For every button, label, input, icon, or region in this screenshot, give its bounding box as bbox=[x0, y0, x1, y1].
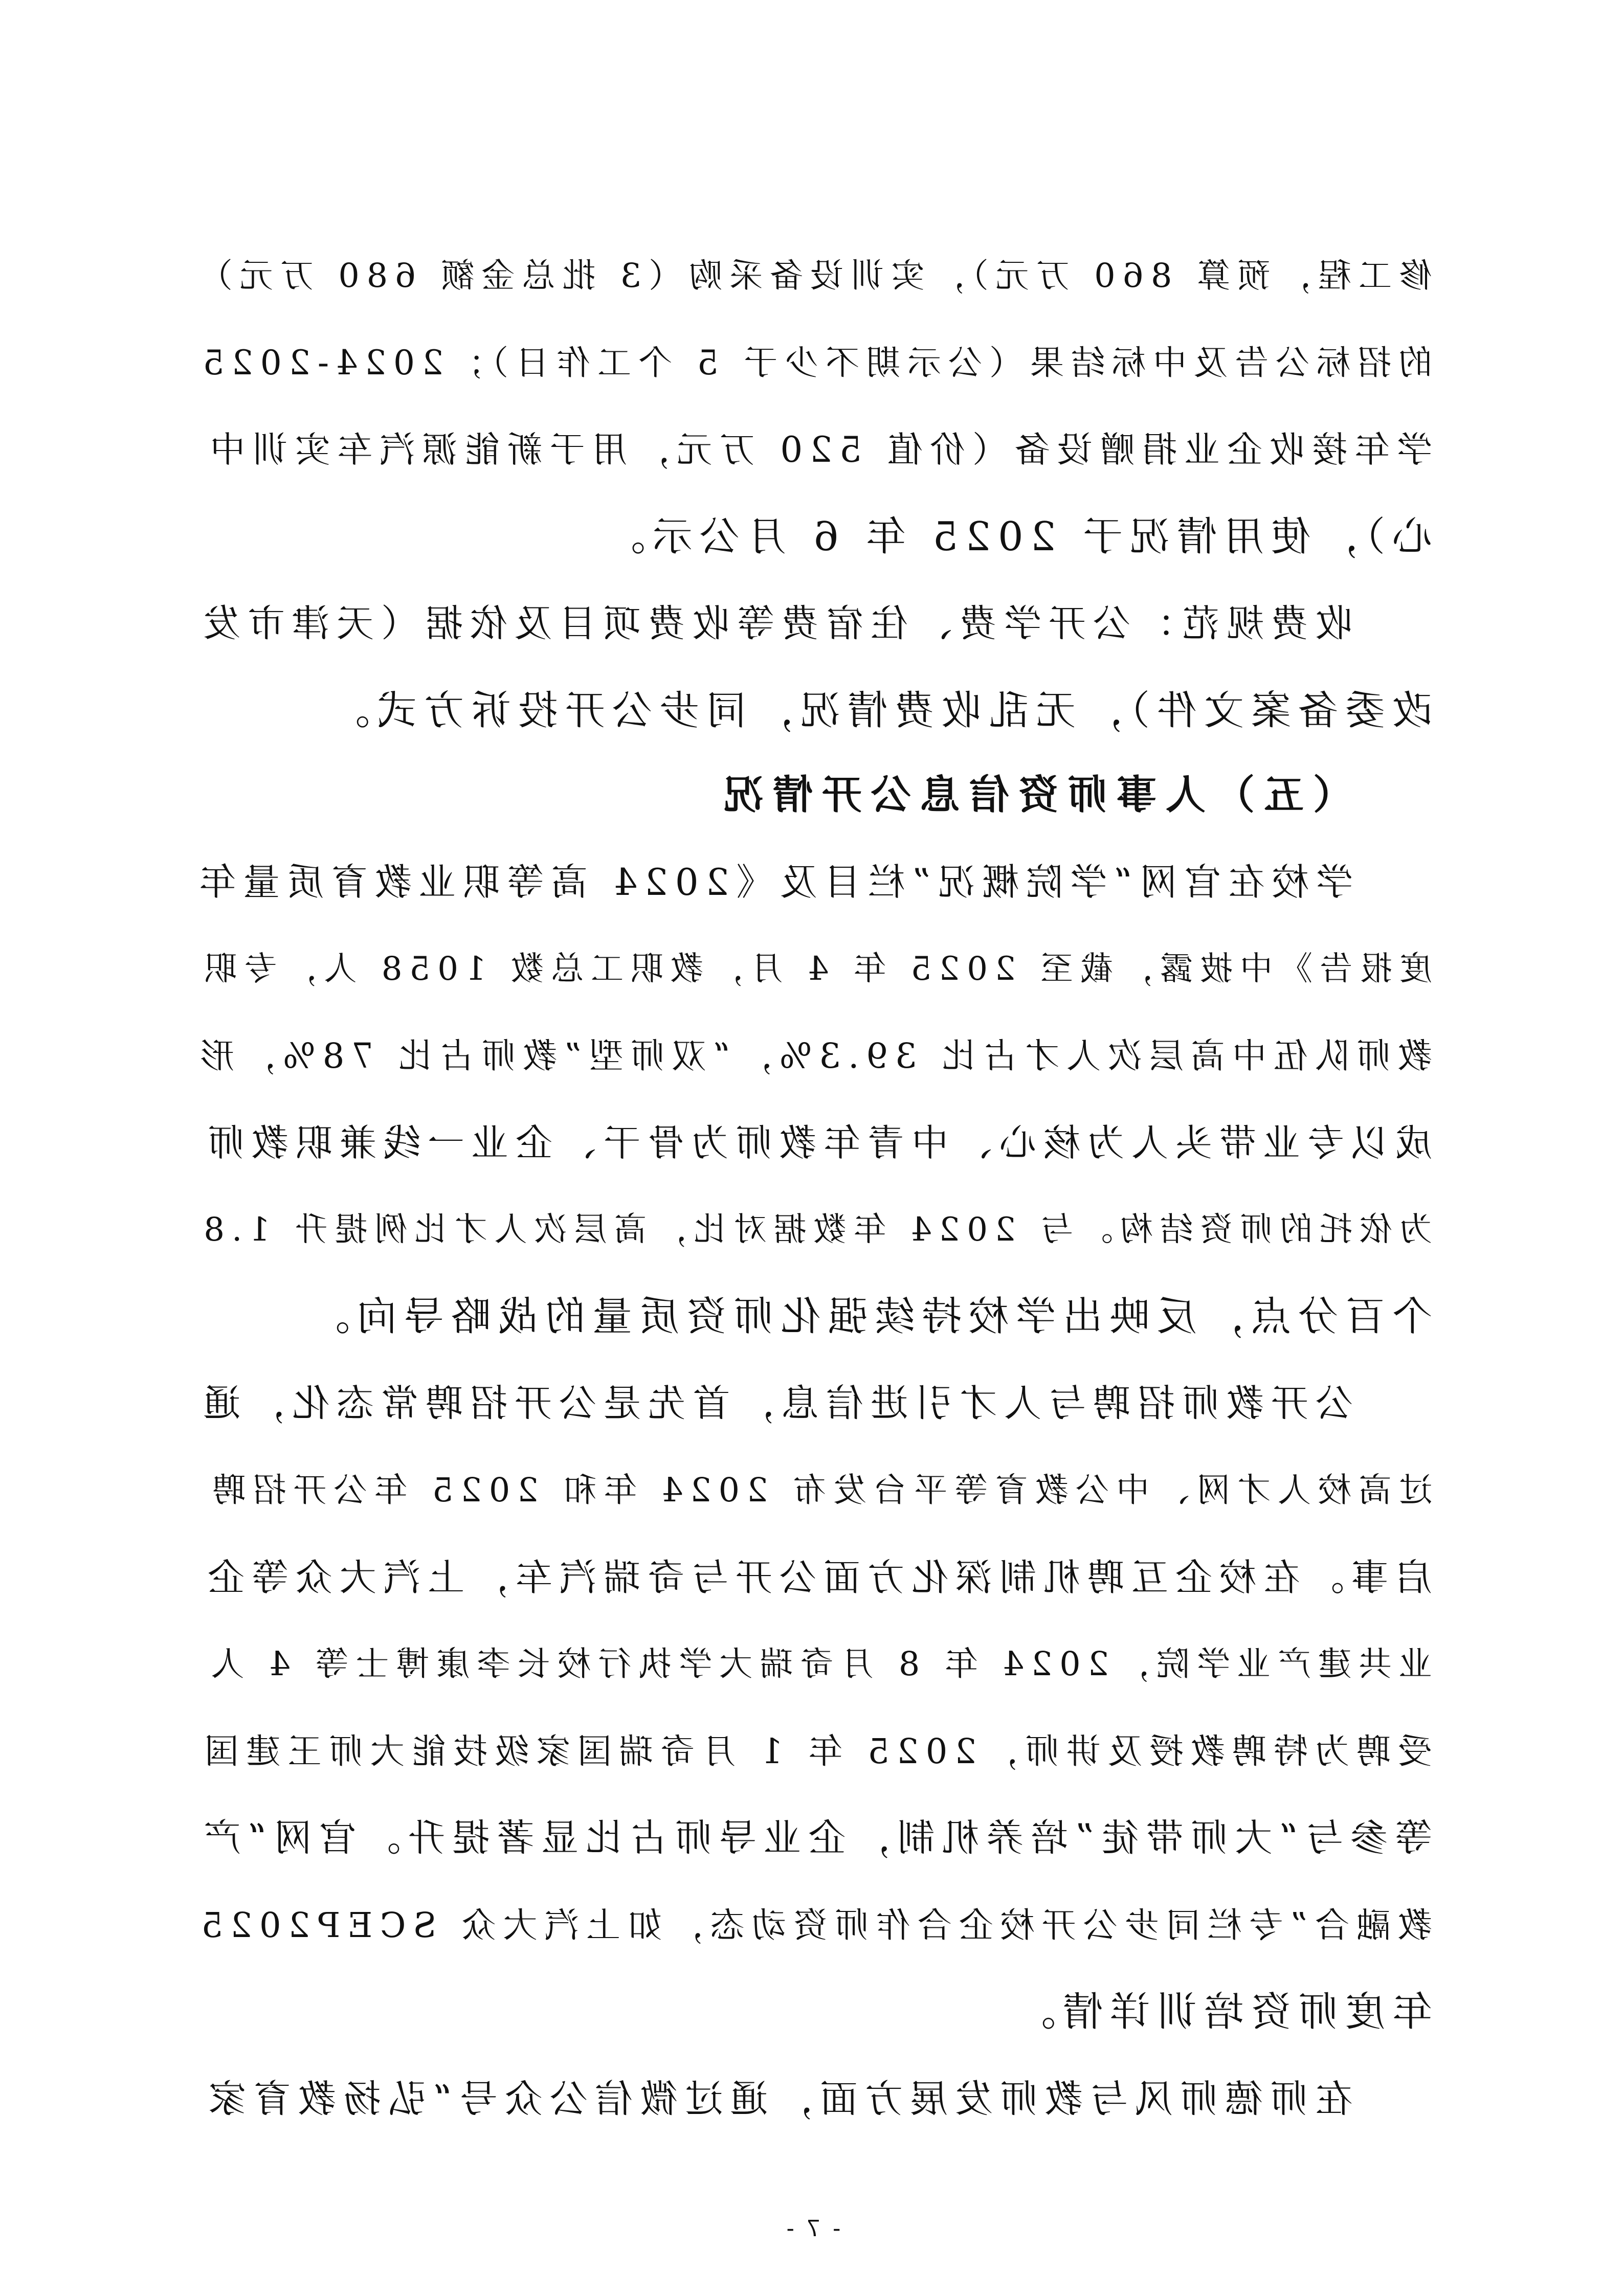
section-heading: （五）人事师资信息公开情况 bbox=[714, 772, 1353, 818]
text-line: 等参与“大师带徒”培养机制，企业导师占比显著提升。官网“产 bbox=[196, 1816, 1432, 1860]
text-line: 过高校人才网、中公教育等平台发布 2024 年和 2025 年公开招聘 bbox=[205, 1471, 1432, 1510]
text-line: 修工程，预算 860 万元），实训设备采购（3 批总金额 680 万元） bbox=[192, 257, 1432, 295]
text-line: 度报告》中披露，截至 2025 年 4 月，教职工总数 1058 人，专职 bbox=[197, 950, 1432, 988]
text-line: 在师德师风与教师发展方面，通过微信公众号“弘扬教育家 bbox=[201, 2077, 1353, 2121]
text-line: 学年接收企业捐赠设备（价值 520 万元，用于新能源汽车实训中 bbox=[203, 430, 1432, 470]
text-line: 收费规范：公开学费、住宿费等收费项目及依据（天津市发 bbox=[196, 602, 1353, 645]
text-line: 心），使用情况于 2025 年 6 月公示。 bbox=[598, 514, 1432, 560]
text-line: 为依托的师资结构。与 2024 年数据对比，高层次人才比例提升 1.8 bbox=[196, 1211, 1432, 1249]
text-line: 的招标公告及中标结果（公示期不少于 5 个工作日）；2024-2025 bbox=[195, 343, 1432, 382]
text-line: 受聘为特聘教授及讲师，2025 年 1 月奇瑞国家级技能大师王建国 bbox=[197, 1731, 1432, 1771]
page-number: - 7 - bbox=[783, 2215, 841, 2241]
text-line: 年度师资培训详情。 bbox=[1008, 1989, 1432, 2035]
text-line: 教师队伍中高层次人才占比 39.3%，“双师型”教师占比 78%，形 bbox=[193, 1036, 1432, 1076]
text-line: 学校在官网“学院概况”栏目及《2024 高等职业教育质量年 bbox=[192, 861, 1353, 904]
text-line: 教融合”专栏同步公开校企合作师资动态，如上汽大众 SCEP2025 bbox=[194, 1905, 1432, 1945]
text-line: 改委备案文件），无乱收费情况，同步公开投诉方式。 bbox=[322, 688, 1432, 734]
text-line: 业共建产业学院，2024 年 8 月奇瑞大学执行校长李康博士等 4 人 bbox=[204, 1645, 1432, 1683]
text-line: 启事。在校企互聘机制深化方面公开与奇瑞汽车，上汽大众等企 bbox=[200, 1556, 1432, 1599]
text-line: 公开教师招聘与人才引进信息，首先是公开招聘常态化，通 bbox=[196, 1382, 1353, 1425]
text-line: 个百分点，反映出学校持续强化师资质量的战略导向。 bbox=[302, 1294, 1432, 1340]
text-line: 成以专业带头人为核心、中青年教师为骨干、企业一线兼职教师 bbox=[200, 1121, 1432, 1164]
